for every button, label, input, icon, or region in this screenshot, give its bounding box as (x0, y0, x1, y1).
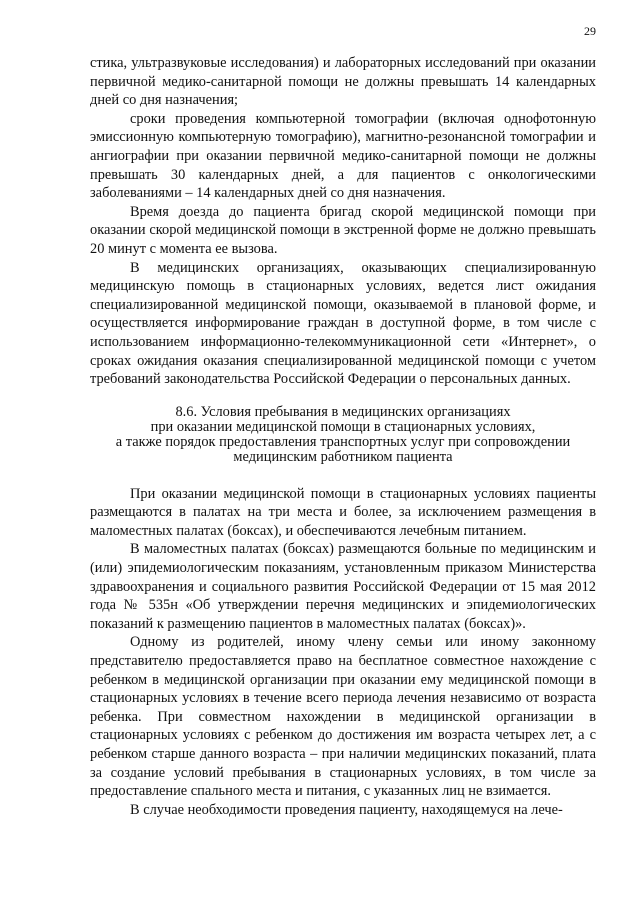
section-heading (90, 405, 596, 465)
paragraph: Одному из родителей, иному члену семьи или иному законному представителю предоставляется право на бесплатное совместное нахождение с ребенком в медицинской организации при оказании ему медицинской помощи в стационарных условиях в течение всего периода лечения независимо от возраста ребенка. При совместном нахождении в медицинской организации в стационарных условиях с ребенком до достижения им возраста четырех лет, а с ребенком старше данного возраста – при наличии медицинских показаний, плата за создание условий пребывания в стационарных условиях, в том числе за предоставление спального места и питания, с указанных лиц не взимается. (90, 634, 596, 800)
paragraph: сроки проведения компьютерной томографии (включая однофотонную эмиссионную компьютерную томографию), магнитно-резонансной томографии и ангиографии при оказании первичной медико-санитарной помощи не должны превышать 30 календарных дней, а для пациентов с онкологическими заболеваниями – 14 календарных дней со дня назначения. (90, 110, 596, 202)
section-heading-line: медицинским работником пациента (233, 448, 453, 465)
page-number: 29 (584, 24, 596, 38)
paragraph: В медицинских организациях, оказывающих специализированную медицинскую помощь в стационарных условиях, ведется лист ожидания специализированной медицинской помощи, оказываемой в плановой форме, и осуществляется информирование граждан в доступной форме, в том числе с использованием информационно-телекоммуникационной сети «Интернет», о сроках ожидания оказания специализированной медицинской помощи с учетом требований законодательства Российской Федерации о персональных данных. (90, 259, 596, 388)
paragraph: В случае необходимости проведения пациенту, находящемуся на лече- (130, 801, 563, 818)
paragraph: стика, ультразвуковые исследования) и лабораторных исследований при оказании первичной медико-санитарной помощи не должны превышать 14 календарных дней со дня назначения; (90, 55, 596, 109)
section-heading-line: при оказании медицинской помощи в стационарных условиях, (150, 418, 536, 435)
paragraph: Время доезда до пациента бригад скорой медицинской помощи при оказании скорой медицинской помощи в экстренной форме не должно превышать 20 минут с момента ее вызова. (90, 203, 596, 257)
paragraph: При оказании медицинской помощи в стационарных условиях пациенты размещаются в палатах на три места и более, за исключением размещения в маломестных палатах (боксах), и обеспечиваются лечебным питанием. (90, 485, 596, 539)
document-body (90, 54, 596, 819)
section-heading-line: 8.6. Условия пребывания в медицинских организациях (175, 403, 511, 420)
paragraph: В маломестных палатах (боксах) размещаются больные по медицинским и (или) эпидемиологическим показаниям, установленным приказом Министерства здравоохранения и социального развития Российской Федерации от 15 мая 2012 года № 535н «Об утверждении перечня медицинских и эпидемиологических показаний к размещению пациентов в маломестных палатах (боксах)». (90, 541, 596, 632)
section-heading-line: а также порядок предоставления транспортных услуг при сопровождении (115, 433, 571, 450)
